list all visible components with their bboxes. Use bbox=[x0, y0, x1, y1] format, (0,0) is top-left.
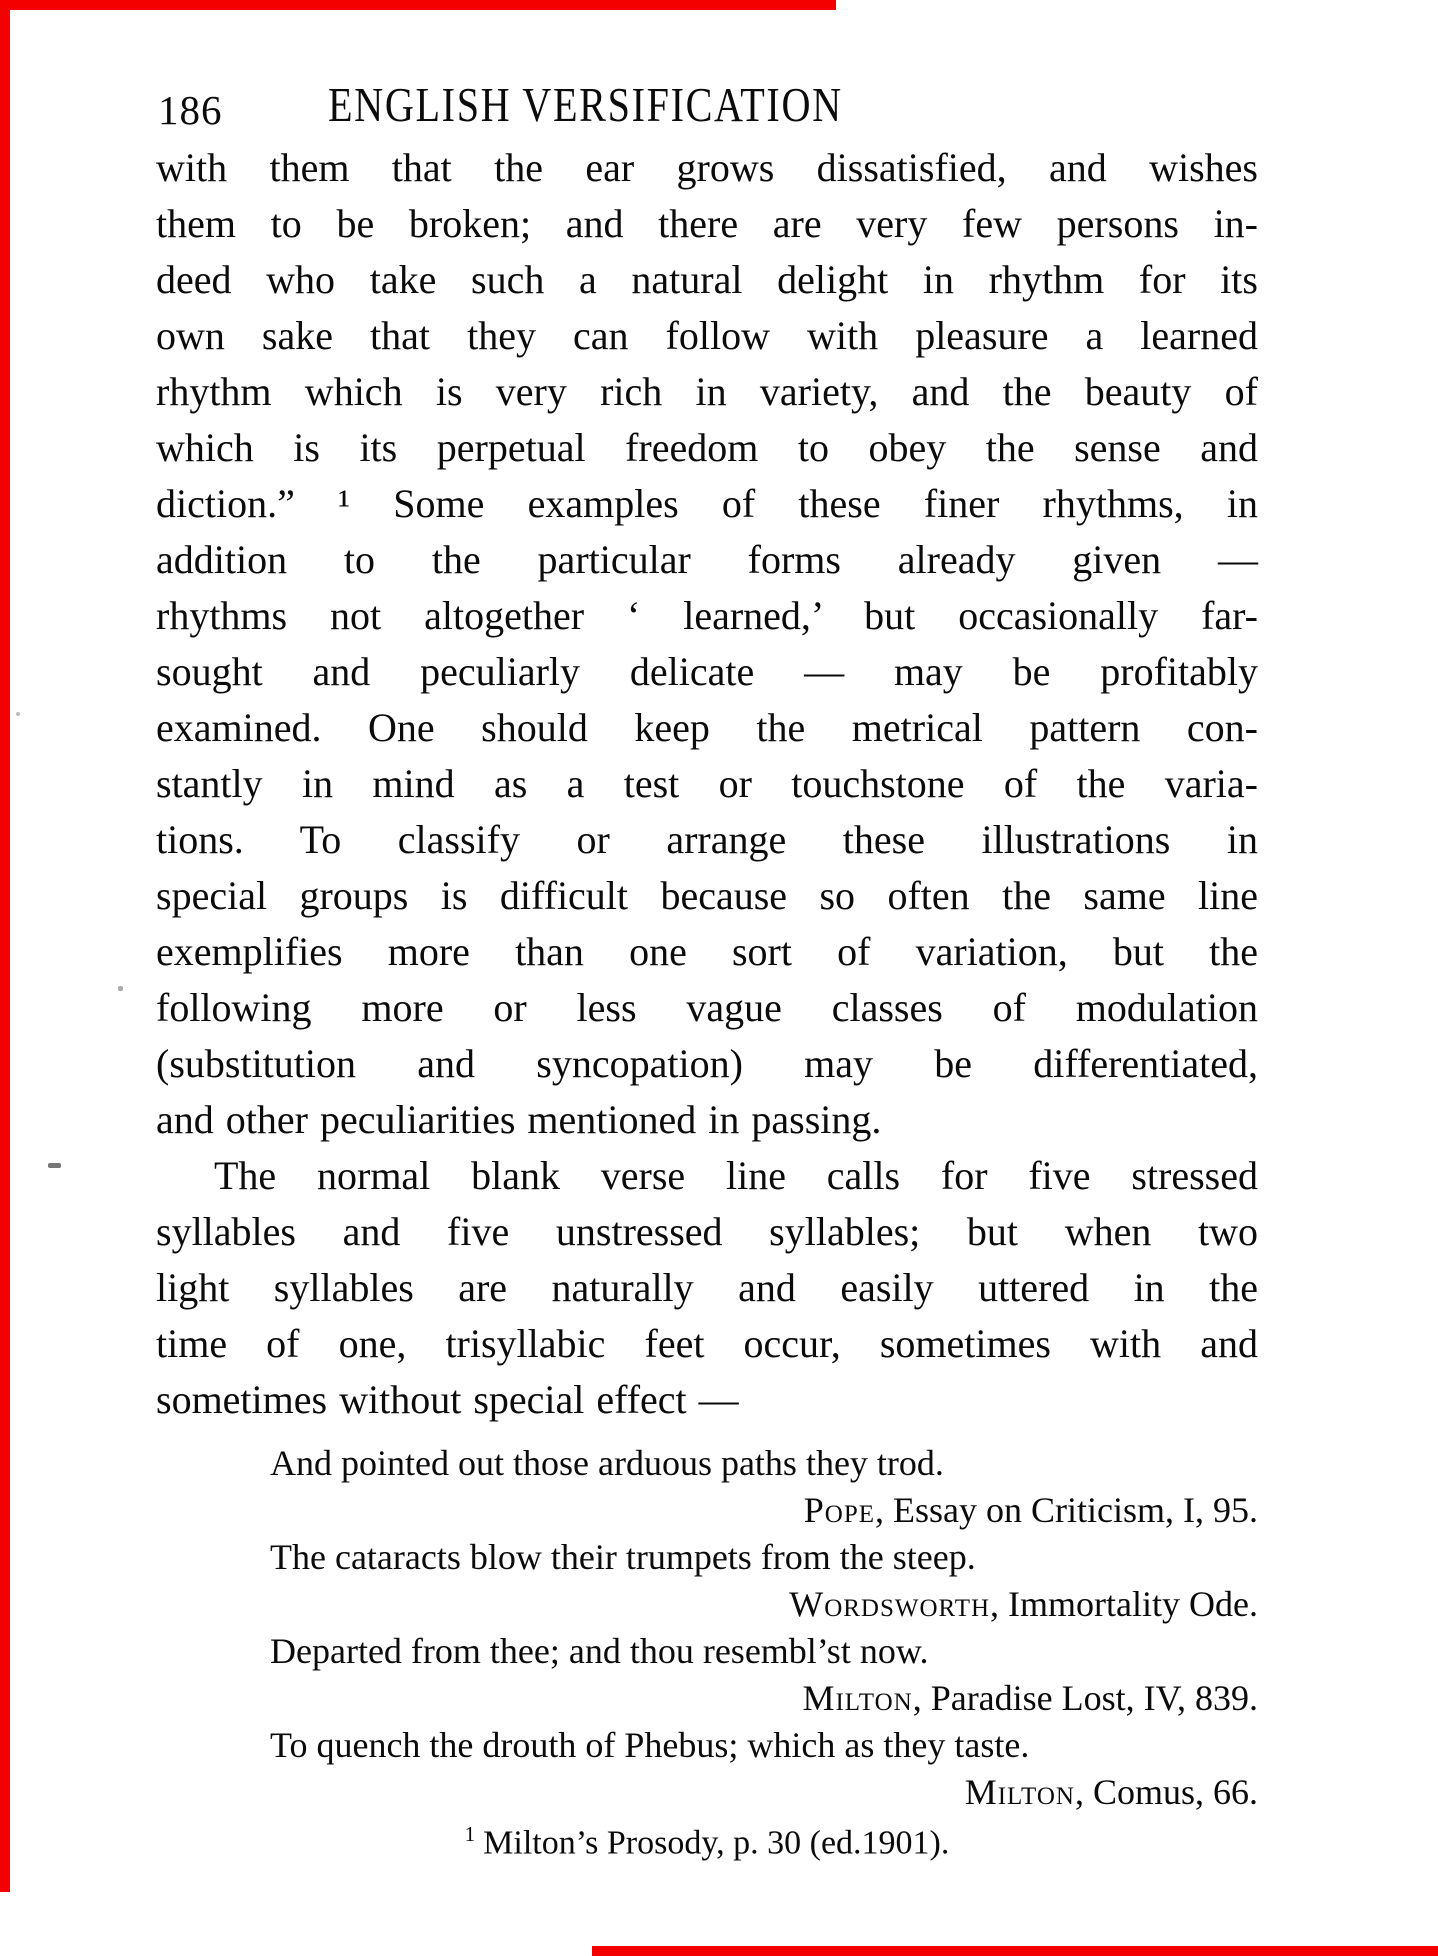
body-text-line: stantly in mind as a test or touchstone of the varia- bbox=[156, 761, 1258, 806]
footnote-text: Milton’s Prosody, p. 30 (ed.1901). bbox=[483, 1824, 950, 1862]
quotation-block bbox=[156, 1440, 1258, 1534]
quotation-block bbox=[156, 1628, 1258, 1722]
quote-attribution-author: Milton bbox=[802, 1678, 913, 1718]
scan-artifact-left-bar bbox=[0, 0, 10, 1892]
body-text-line: rhythm which is very rich in variety, and the beauty of bbox=[156, 369, 1258, 414]
page-header-title: ENGLISH VERSIFICATION bbox=[328, 77, 843, 132]
quote-attribution-source: , Comus, 66. bbox=[1074, 1772, 1258, 1812]
quote-attribution-source: , Essay on Criticism, I, 95. bbox=[875, 1490, 1258, 1530]
quote-attribution-source: , Immortality Ode. bbox=[990, 1584, 1258, 1624]
body-text-line: examined. One should keep the metrical pattern con- bbox=[156, 705, 1258, 750]
body-text-line: The normal blank verse line calls for five stressed bbox=[214, 1153, 1258, 1198]
body-text-line: deed who take such a natural delight in rhythm for its bbox=[156, 257, 1258, 302]
scan-artifact-bottom-bar bbox=[592, 1946, 1438, 1956]
ink-speck bbox=[48, 1163, 61, 1168]
body-text-line: sometimes without special effect — bbox=[156, 1377, 739, 1422]
body-text-line: rhythms not altogether ‘ learned,’ but occasionally far- bbox=[156, 593, 1258, 638]
body-text-line: own sake that they can follow with pleasure a learned bbox=[156, 313, 1258, 358]
body-text-line: them to be broken; and there are very few persons in- bbox=[156, 201, 1258, 246]
body-text-line: syllables and five unstressed syllables; but when two bbox=[156, 1209, 1258, 1254]
quote-attribution-author: Pope bbox=[803, 1490, 876, 1530]
quote-verse-line: Departed from thee; and thou resembl’st now. bbox=[270, 1631, 929, 1671]
body-text bbox=[156, 140, 1258, 1428]
ink-speck bbox=[118, 986, 123, 991]
quote-attribution bbox=[156, 1675, 1258, 1722]
quote-attribution-source: , Paradise Lost, IV, 839. bbox=[912, 1678, 1258, 1718]
quote-attribution bbox=[156, 1487, 1258, 1534]
body-text-line: with them that the ear grows dissatisfied, and wishes bbox=[156, 145, 1258, 190]
quote-attribution-author: Milton bbox=[964, 1772, 1075, 1812]
body-paragraph-1 bbox=[156, 140, 1258, 1148]
body-text-line: addition to the particular forms already given — bbox=[156, 537, 1258, 582]
body-text-line: sought and peculiarly delicate — may be profitably bbox=[156, 649, 1258, 694]
quote-attribution bbox=[156, 1581, 1258, 1628]
body-text-line: light syllables are naturally and easily uttered in the bbox=[156, 1265, 1258, 1310]
page-number: 186 bbox=[158, 87, 223, 133]
body-text-line: special groups is difficult because so often the same line bbox=[156, 873, 1258, 918]
quote-attribution bbox=[156, 1769, 1258, 1816]
body-text-line: and other peculiarities mentioned in passing. bbox=[156, 1097, 882, 1142]
body-text-line: which is its perpetual freedom to obey the sense and bbox=[156, 425, 1258, 470]
footnote-marker: 1 bbox=[464, 1822, 476, 1846]
quotation-block bbox=[156, 1534, 1258, 1628]
body-text-line: time of one, trisyllabic feet occur, sometimes with and bbox=[156, 1321, 1258, 1366]
body-text-line: diction.” ¹ Some examples of these finer rhythms, in bbox=[156, 481, 1258, 526]
page-header bbox=[156, 76, 1258, 136]
footnote bbox=[156, 1812, 1258, 1865]
ink-speck bbox=[16, 712, 20, 716]
body-text-line: following more or less vague classes of modulation bbox=[156, 985, 1258, 1030]
body-text-line: exemplifies more than one sort of variation, but the bbox=[156, 929, 1258, 974]
scan-artifact-top-bar bbox=[0, 0, 836, 10]
body-text-line: tions. To classify or arrange these illustrations in bbox=[156, 817, 1258, 862]
verse-quotations bbox=[156, 1440, 1258, 1816]
quotation-block bbox=[156, 1722, 1258, 1816]
body-paragraph-2 bbox=[156, 1148, 1258, 1428]
quote-verse-line: And pointed out those arduous paths they trod. bbox=[270, 1443, 944, 1483]
quote-attribution-author: Wordsworth bbox=[789, 1584, 991, 1624]
body-text-line: (substitution and syncopation) may be differentiated, bbox=[156, 1041, 1258, 1086]
quote-verse-line: The cataracts blow their trumpets from the steep. bbox=[270, 1537, 976, 1577]
quote-verse-line: To quench the drouth of Phebus; which as they taste. bbox=[270, 1725, 1030, 1765]
